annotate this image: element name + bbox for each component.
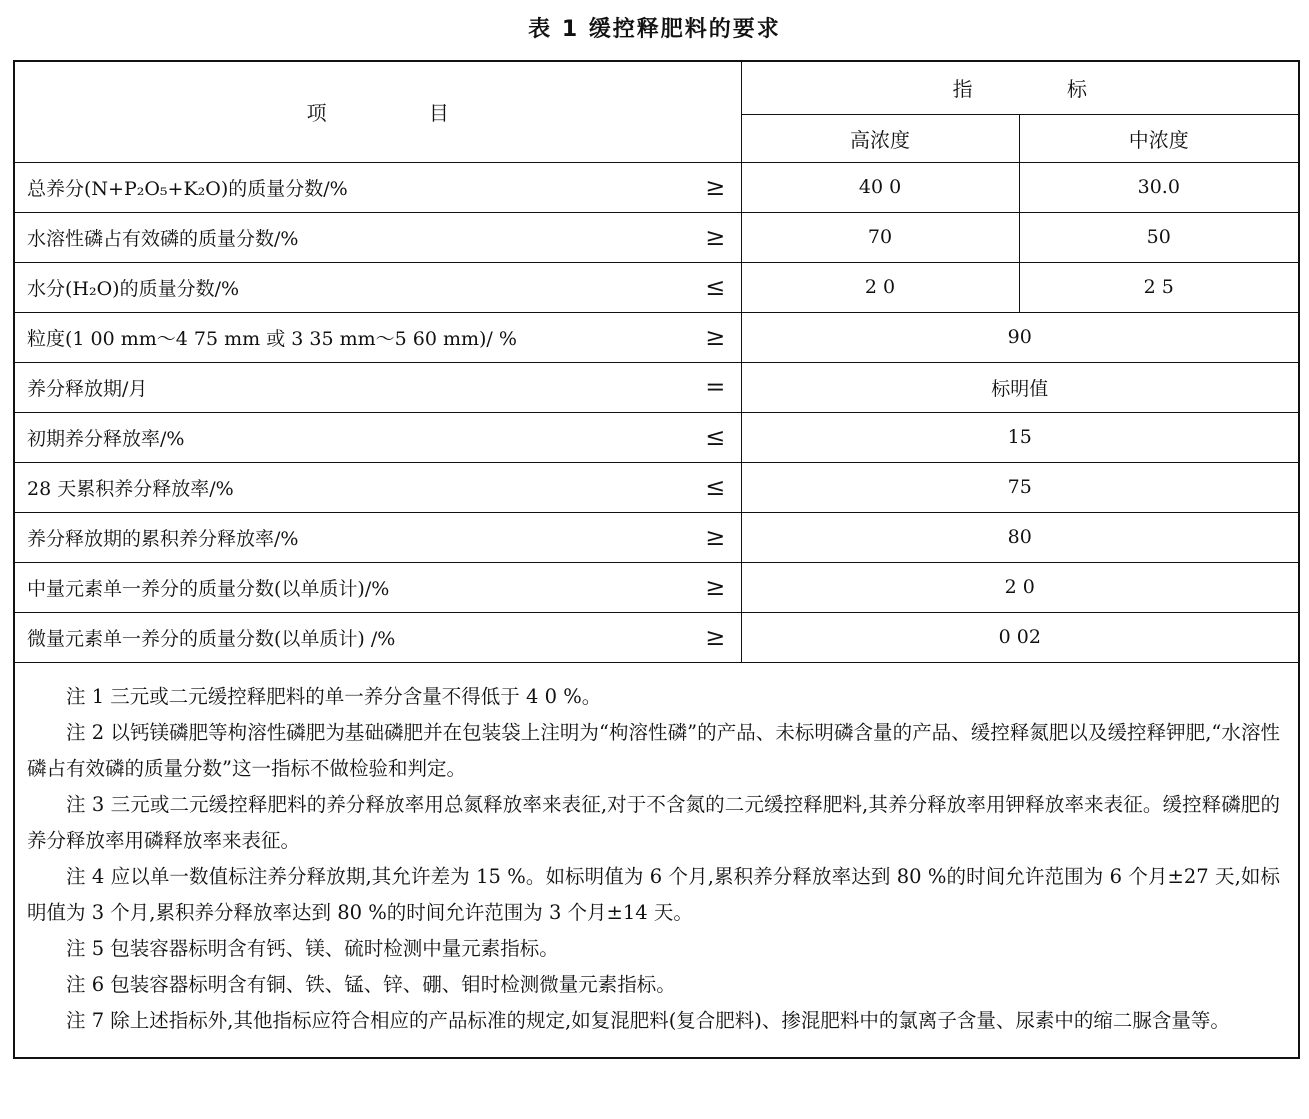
- table-row: [14, 612, 1299, 662]
- row-item: 养分释放期/月: [14, 362, 690, 412]
- row-relation: ≥: [690, 612, 741, 662]
- row-high-value: 2 0: [741, 262, 1019, 312]
- row-value: 90: [741, 312, 1299, 362]
- row-relation: ≥: [690, 512, 741, 562]
- header-row: [14, 61, 1299, 114]
- row-relation: ≥: [690, 312, 741, 362]
- row-item: 初期养分释放率/%: [14, 412, 690, 462]
- table-row: [14, 162, 1299, 212]
- row-high-value: 40 0: [741, 162, 1019, 212]
- row-value: 0 02: [741, 612, 1299, 662]
- table-row: [14, 462, 1299, 512]
- row-high-value: 70: [741, 212, 1019, 262]
- row-medium-value: 30.0: [1019, 162, 1299, 212]
- table-row: [14, 262, 1299, 312]
- row-value: 75: [741, 462, 1299, 512]
- header-item: [14, 61, 741, 162]
- row-relation: ≤: [690, 462, 741, 512]
- row-relation: ≥: [690, 212, 741, 262]
- header-item-label: 项 目: [306, 101, 497, 126]
- row-item: 微量元素单一养分的质量分数(以单质计) /%: [14, 612, 690, 662]
- table-row: [14, 412, 1299, 462]
- row-item: 养分释放期的累积养分释放率/%: [14, 512, 690, 562]
- table-row: [14, 212, 1299, 262]
- header-high-concentration: 高浓度: [741, 114, 1019, 162]
- row-value: 标明值: [741, 362, 1299, 412]
- row-item: 水溶性磷占有效磷的质量分数/%: [14, 212, 690, 262]
- note-5: 注 5 包装容器标明含有钙、镁、硫时检测中量元素指标。: [66, 936, 559, 960]
- row-relation: ≥: [690, 562, 741, 612]
- notes-row: [14, 662, 1299, 1058]
- note-6: 注 6 包装容器标明含有铜、铁、锰、锌、硼、钼时检测微量元素指标。: [66, 972, 676, 996]
- row-relation: ≤: [690, 262, 741, 312]
- note-4: 注 4 应以单一数值标注养分释放期,其允许差为 15 %。如标明值为 6 个月,累积养分释放率达到 80 %的时间允许范围为 6 个月±27 天,如标明值为 3 个月,累积养分释放率达到 80 %的时间允许范围为 3 个月±14 天。: [27, 864, 1281, 924]
- table-row: [14, 362, 1299, 412]
- row-value: 80: [741, 512, 1299, 562]
- row-medium-value: 50: [1019, 212, 1299, 262]
- header-medium-concentration: 中浓度: [1019, 114, 1299, 162]
- row-relation: =: [690, 362, 741, 412]
- requirements-table: [13, 60, 1300, 1059]
- note-3: 注 3 三元或二元缓控释肥料的养分释放率用总氮释放率来表征,对于不含氮的二元缓控释肥料,其养分释放率用钾释放率来表征。缓控释磷肥的养分释放率用磷释放率来表征。: [27, 792, 1281, 852]
- row-relation: ≤: [690, 412, 741, 462]
- row-item: 中量元素单一养分的质量分数(以单质计)/%: [14, 562, 690, 612]
- row-item: 水分(H₂O)的质量分数/%: [14, 262, 690, 312]
- notes-cell: [14, 662, 1299, 1058]
- row-medium-value: 2 5: [1019, 262, 1299, 312]
- header-indicator: [741, 61, 1299, 114]
- note-2: 注 2 以钙镁磷肥等枸溶性磷肥为基础磷肥并在包装袋上注明为“枸溶性磷”的产品、未标明磷含量的产品、缓控释氮肥以及缓控释钾肥,“水溶性磷占有效磷的质量分数”这一指标不做检验和判定。: [27, 720, 1281, 780]
- note-1: 注 1 三元或二元缓控释肥料的单一养分含量不得低于 4 0 %。: [66, 684, 602, 708]
- table-title: 表 1 缓控释肥料的要求: [528, 17, 781, 42]
- note-7: 注 7 除上述指标外,其他指标应符合相应的产品标准的规定,如复混肥料(复合肥料)、掺混肥料中的氯离子含量、尿素中的缩二脲含量等。: [66, 1008, 1230, 1032]
- table-row: [14, 312, 1299, 362]
- row-relation: ≥: [690, 162, 741, 212]
- row-item: 总养分(N+P₂O₅+K₂O)的质量分数/%: [14, 162, 690, 212]
- table-row: [14, 512, 1299, 562]
- row-item: 粒度(1 00 mm～4 75 mm 或 3 35 mm～5 60 mm)/ %: [14, 312, 690, 362]
- row-value: 2 0: [741, 562, 1299, 612]
- row-item: 28 天累积养分释放率/%: [14, 462, 690, 512]
- table-row: [14, 562, 1299, 612]
- header-indicator-label: 指 标: [952, 77, 1131, 102]
- row-value: 15: [741, 412, 1299, 462]
